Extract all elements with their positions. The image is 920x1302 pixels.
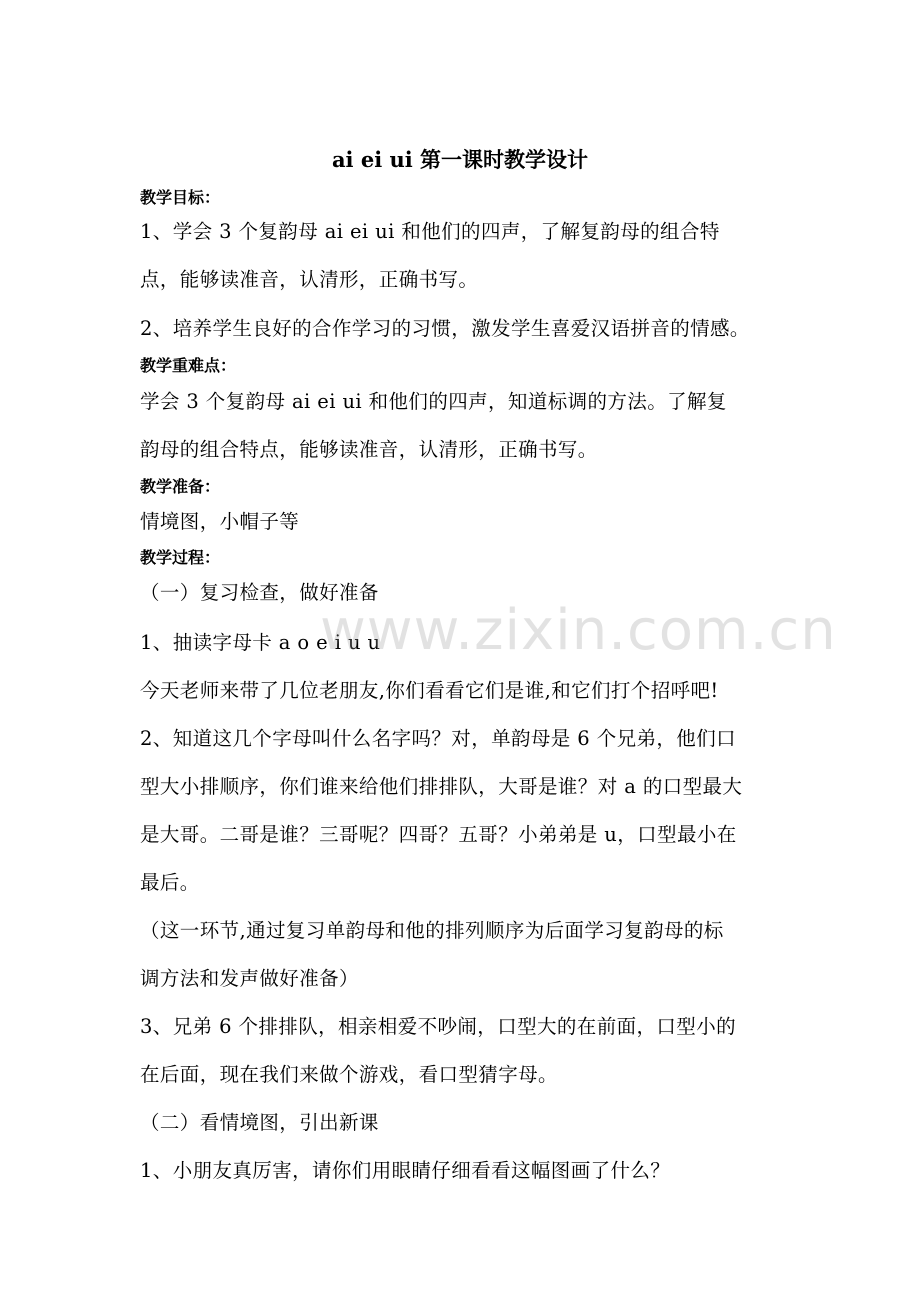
section-2-title: （二）看情境图，引出新课 [140, 1111, 379, 1134]
key-points-heading: 教学重难点： [140, 356, 237, 375]
goals-line-2: 点，能够读准音，认清形，正确书写。 [140, 268, 479, 291]
preparation-line-1: 情境图，小帽子等 [140, 510, 300, 533]
process-paragraph-1: 1、抽读字母卡 a o e i u u [140, 631, 381, 654]
process-note-line-2: 调方法和发声做好准备） [140, 967, 359, 990]
key-points-line-1: 学会 3 个复韵母 ai ei ui 和他们的四声，知道标调的方法。了解复 [140, 390, 727, 413]
process-paragraph-3-line-4: 最后。 [140, 871, 200, 894]
process-heading: 教学过程： [140, 548, 221, 567]
document-title: ai ei ui 第一课时教学设计 [331, 147, 589, 172]
process-paragraph-4-line-1: 3、兄弟 6 个排排队，相亲相爱不吵闹，口型大的在前面，口型小的 [140, 1015, 737, 1038]
process-paragraph-2: 今天老师来带了几位老朋友,你们看看它们是谁,和它们打个招呼吧! [140, 679, 719, 702]
process-paragraph-4-line-2: 在后面，现在我们来做个游戏，看口型猜字母。 [140, 1063, 558, 1086]
section-1-title: （一）复习检查，做好准备 [140, 581, 379, 604]
process-paragraph-3-line-3: 是大哥。二哥是谁？三哥呢？四哥？五哥？小弟弟是 u，口型最小在 [140, 823, 737, 846]
key-points-line-2: 韵母的组合特点，能够读准音，认清形，正确书写。 [140, 438, 598, 461]
process-paragraph-5: 1、小朋友真厉害，请你们用眼睛仔细看看这幅图画了什么？ [140, 1159, 671, 1182]
goals-line-3: 2、培养学生良好的合作学习的习惯，激发学生喜爱汉语拼音的情感。 [140, 317, 750, 340]
goals-line-1: 1、学会 3 个复韵母 ai ei ui 和他们的四声，了解复韵母的组合特 [140, 220, 720, 243]
process-paragraph-3-line-1: 2、知道这几个字母叫什么名字吗？对，单韵母是 6 个兄弟，他们口 [140, 727, 737, 750]
goals-heading: 教学目标： [140, 188, 221, 207]
preparation-heading: 教学准备： [140, 477, 221, 496]
watermark: www.zixin.com.cn [320, 598, 837, 663]
process-note-line-1: （这一环节,通过复习单韵母和他的排列顺序为后面学习复韵母的标 [140, 919, 724, 942]
process-paragraph-3-line-2: 型大小排顺序，你们谁来给他们排排队，大哥是谁？对 a 的口型最大 [140, 775, 743, 798]
